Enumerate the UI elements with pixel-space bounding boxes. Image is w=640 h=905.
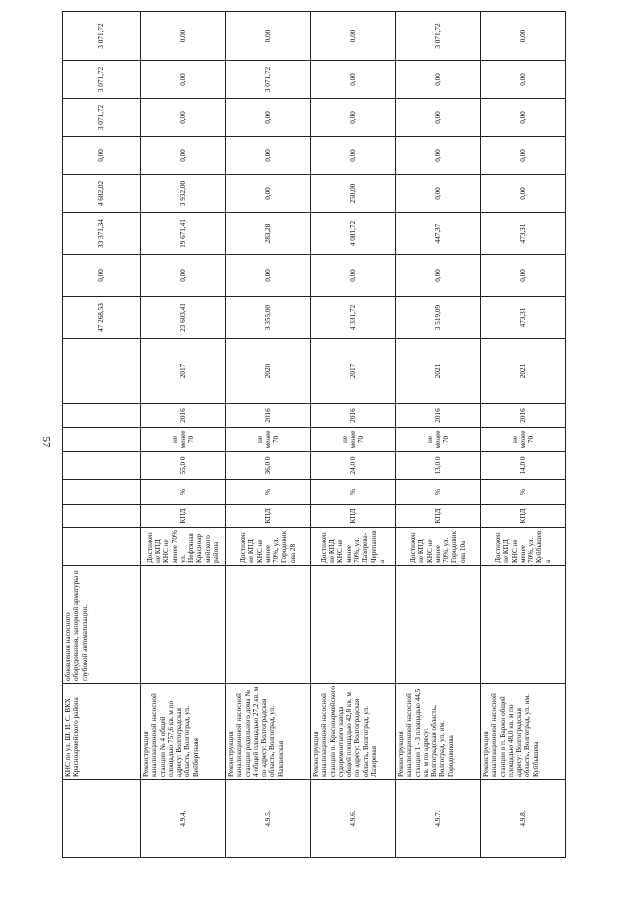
value-col-5	[481, 99, 566, 137]
object-name	[396, 684, 481, 780]
value-col-1	[141, 255, 226, 297]
value-col-2	[311, 213, 396, 255]
row-number-text: 4.9.8.	[518, 810, 527, 827]
table-row	[311, 12, 396, 858]
indicator-name-text: КПД	[178, 508, 187, 524]
value-col-7-text: 3 071,72	[97, 23, 106, 49]
start-year	[141, 404, 226, 428]
value-col-6	[63, 61, 141, 99]
start-year-text: 2016	[263, 408, 272, 423]
value-col-5-text: 0,00	[348, 111, 357, 124]
value-col-5	[311, 99, 396, 137]
value-col-5	[396, 99, 481, 137]
row-number	[141, 780, 226, 858]
value-col-4-text: 0,00	[518, 149, 527, 162]
value-col-4-text: 0,00	[97, 149, 106, 162]
value-col-1-text: 0,00	[97, 269, 106, 282]
row-number-text: 4.9.4.	[178, 810, 187, 827]
measure-description	[141, 566, 226, 684]
unit	[481, 480, 566, 505]
current-value	[63, 452, 141, 480]
unit-text: %	[433, 489, 442, 495]
value-col-3-text: 0,00	[263, 187, 272, 200]
measure-description	[481, 566, 566, 684]
row-number	[311, 780, 396, 858]
object-name	[311, 684, 396, 780]
value-col-5	[141, 99, 226, 137]
value-col-1-text: 0,00	[178, 269, 187, 282]
value-col-4	[226, 137, 311, 175]
row-number	[396, 780, 481, 858]
object-name	[63, 684, 141, 780]
value-col-1	[481, 255, 566, 297]
measure-description	[63, 566, 141, 684]
value-col-3-text: 0,00	[518, 187, 527, 200]
value-col-5	[63, 99, 141, 137]
start-year	[481, 404, 566, 428]
value-col-3	[141, 175, 226, 213]
indicator-name	[481, 505, 566, 528]
value-col-6	[141, 61, 226, 99]
value-col-7-text: 0,00	[263, 29, 272, 43]
table-row	[396, 12, 481, 858]
current-value	[226, 452, 311, 480]
value-col-3	[63, 175, 141, 213]
value-col-1	[226, 255, 311, 297]
unit-text: %	[178, 489, 187, 495]
current-value-text: 24,0 0	[348, 456, 357, 475]
target-value	[226, 428, 311, 452]
goal-text	[141, 528, 226, 566]
total-cost	[141, 297, 226, 339]
value-col-5-text: 0,00	[518, 111, 527, 124]
value-col-3-text: 3 932,00	[178, 180, 187, 207]
target-value	[63, 428, 141, 452]
end-year	[63, 339, 141, 404]
indicator-name	[141, 505, 226, 528]
end-year	[311, 339, 396, 404]
value-col-7-text: 0,00	[348, 29, 357, 43]
total-cost-text: 4 331,72	[348, 304, 357, 331]
target-value-text: не менее 70	[170, 430, 196, 449]
row-number-text: 4.9.5.	[263, 810, 272, 827]
end-year	[141, 339, 226, 404]
unit	[311, 480, 396, 505]
indicator-name-text: КПД	[433, 508, 442, 524]
value-col-5-text: 3 071,72	[97, 104, 106, 131]
current-value	[141, 452, 226, 480]
value-col-5-text: 0,00	[433, 111, 442, 124]
value-col-4-text: 0,00	[433, 149, 442, 162]
indicator-name-text: КПД	[348, 508, 357, 524]
object-name-text: Реконструкция канализационной насосной станции в п. Баржи общей площадью 48,0 кв. м по адресу: Волгоградская область, Волгоград, ул. им. Куйбышева	[482, 693, 540, 777]
value-col-4	[141, 137, 226, 175]
value-col-2	[481, 213, 566, 255]
value-col-6-text: 0,00	[433, 73, 442, 86]
target-value-text: не менее 70	[340, 430, 366, 449]
total-cost	[63, 297, 141, 339]
value-col-7-text: 3 071,72	[433, 23, 442, 49]
unit	[141, 480, 226, 505]
value-col-7	[141, 12, 226, 61]
value-col-4	[396, 137, 481, 175]
object-name-text: Реконструкция канализационной насосной станции п. Красноармейского судоремонтного завода общей площадью 42,8 кв. м по адресу: Волгоградская область, Волгоград, ул. Лазоревая	[312, 686, 379, 777]
target-value-text: не менее 70	[425, 430, 451, 449]
start-year-text: 2016	[433, 408, 442, 423]
end-year-text: 2017	[348, 363, 357, 379]
indicator-name-text: КПД	[263, 508, 272, 524]
goal-text-text: Достижение КПД КНС не менее 70%, ул. Лазорева-Черепанова	[319, 530, 386, 563]
goal-text-text: Достижение КПД КНС не менее 70%, ул. Куйбышева	[493, 530, 552, 563]
goal-text	[311, 528, 396, 566]
total-cost	[311, 297, 396, 339]
goal-text	[396, 528, 481, 566]
value-col-2	[226, 213, 311, 255]
target-value-text: не менее 70	[510, 430, 536, 449]
value-col-1-text: 0,00	[433, 269, 442, 282]
value-col-1	[311, 255, 396, 297]
value-col-6	[481, 61, 566, 99]
end-year-text: 2021	[433, 363, 442, 379]
table-row	[481, 12, 566, 858]
current-value	[481, 452, 566, 480]
start-year-text: 2016	[348, 408, 357, 423]
value-col-3-text: 0,00	[433, 187, 442, 200]
value-col-6-text: 3 071,72	[97, 66, 106, 93]
unit	[226, 480, 311, 505]
investment-program-table	[62, 11, 566, 858]
row-number	[63, 780, 141, 858]
goal-text-text: Достижение КПД КНС не менее 70% ул. Нефтяная Красноармейского района	[145, 530, 221, 563]
value-col-3	[396, 175, 481, 213]
total-cost-text: 3 519,09	[433, 304, 442, 331]
value-col-7-text: 0,00	[178, 29, 187, 43]
target-value-text: не менее 70	[255, 430, 281, 449]
current-value	[396, 452, 481, 480]
object-name	[481, 684, 566, 780]
value-col-6-text: 0,00	[178, 73, 187, 86]
value-col-6	[226, 61, 311, 99]
value-col-4	[311, 137, 396, 175]
start-year-text: 2016	[518, 408, 527, 423]
total-cost	[226, 297, 311, 339]
end-year-text: 2017	[178, 363, 187, 379]
object-name-text: Реконструкция канализационной насосной станции 1 - 3 площадью 44,5 кв. м по адресу: Волгоградская область, Волгоград, ул. им. Городовикова	[397, 688, 455, 777]
end-year-text: 2020	[263, 363, 272, 379]
value-col-1	[63, 255, 141, 297]
object-name	[226, 684, 311, 780]
unit-text: %	[263, 489, 272, 495]
value-col-3	[311, 175, 396, 213]
unit	[396, 480, 481, 505]
value-col-4	[481, 137, 566, 175]
total-cost-text: 473,31	[518, 307, 527, 328]
goal-text-text: Достижение КПД КНС не менее 70%, ул. Городовикова 10а	[408, 530, 467, 563]
table-row	[141, 12, 226, 858]
object-name-text: Реконструкция канализационной насосной станции родильного дома № 4 общей площадью 27,2 кв. м по адресу: Волгоградская область, Волгоград, ул. Навлинская	[227, 686, 285, 777]
current-value-text: 13,0 0	[433, 456, 442, 475]
value-col-2-text: 19 671,41	[178, 219, 187, 248]
value-col-5	[226, 99, 311, 137]
target-value	[141, 428, 226, 452]
value-col-2-text: 473,31	[518, 223, 527, 244]
current-value-text: 14,0 0	[518, 456, 527, 475]
target-value	[396, 428, 481, 452]
value-col-1-text: 0,00	[263, 269, 272, 282]
indicator-name-text: КПД	[518, 508, 527, 524]
value-col-6	[311, 61, 396, 99]
value-col-7	[481, 12, 566, 61]
value-col-2-text: 33 371,34	[97, 219, 106, 248]
table-row	[63, 12, 141, 858]
value-col-7	[311, 12, 396, 61]
row-number-text: 4.9.7.	[433, 810, 442, 827]
value-col-6-text: 0,00	[518, 73, 527, 86]
row-number	[226, 780, 311, 858]
end-year	[481, 339, 566, 404]
goal-text	[481, 528, 566, 566]
end-year	[226, 339, 311, 404]
start-year	[63, 404, 141, 428]
measure-description	[226, 566, 311, 684]
start-year	[311, 404, 396, 428]
current-value-text: 36,0 0	[263, 456, 272, 475]
table-row	[226, 12, 311, 858]
value-col-4-text: 0,00	[263, 149, 272, 162]
object-name	[141, 684, 226, 780]
value-col-3	[226, 175, 311, 213]
page-number: 57	[40, 436, 52, 448]
indicator-name	[311, 505, 396, 528]
value-col-6	[396, 61, 481, 99]
end-year-text: 2021	[518, 363, 527, 379]
measure-description	[311, 566, 396, 684]
value-col-7	[226, 12, 311, 61]
unit-text: %	[348, 489, 357, 495]
rotated-table-wrapper	[62, 23, 565, 858]
value-col-2	[63, 213, 141, 255]
row-number-text: 4.9.6.	[348, 810, 357, 827]
current-value	[311, 452, 396, 480]
total-cost-text: 23 603,41	[178, 303, 187, 332]
value-col-6-text: 0,00	[348, 73, 357, 86]
value-col-3	[481, 175, 566, 213]
value-col-6-text: 3 071,72	[263, 66, 272, 93]
value-col-7	[396, 12, 481, 61]
total-cost-text: 3 355,00	[263, 304, 272, 331]
value-col-1	[396, 255, 481, 297]
measure-description-text: обновления насосного оборудования, запорной арматуры и глубокой автоматизации.	[64, 570, 89, 681]
value-col-2	[141, 213, 226, 255]
value-col-1-text: 0,00	[348, 269, 357, 282]
total-cost	[396, 297, 481, 339]
object-name-text: Реконструкция канализационной насосной станции № 4 общей площадью 757,6 кв. м по адресу: Волгоградская область, Волгоград, ул. Вейбертнаяя	[142, 693, 200, 777]
value-col-3-text: 250,00	[348, 183, 357, 204]
value-col-2-text: 447,37	[433, 223, 442, 244]
end-year	[396, 339, 481, 404]
indicator-name	[396, 505, 481, 528]
value-col-1-text: 0,00	[518, 269, 527, 282]
total-cost-text: 47 268,53	[97, 303, 106, 332]
indicator-name	[63, 505, 141, 528]
value-col-2	[396, 213, 481, 255]
value-col-7-text: 0,00	[518, 29, 527, 43]
unit-text: %	[518, 489, 527, 495]
value-col-3-text: 4 682,02	[97, 180, 106, 207]
total-cost	[481, 297, 566, 339]
value-col-4-text: 0,00	[178, 149, 187, 162]
current-value-text: 55,0 0	[178, 456, 187, 475]
measure-description	[396, 566, 481, 684]
value-col-4	[63, 137, 141, 175]
value-col-7	[63, 12, 141, 61]
value-col-5-text: 0,00	[178, 111, 187, 124]
value-col-2-text: 4 081,72	[348, 220, 357, 247]
object-name-text: КНС по ул. Ш. И. С. ВКХ Красноармейского района	[64, 697, 81, 777]
value-col-5-text: 0,00	[263, 111, 272, 124]
unit	[63, 480, 141, 505]
value-col-2-text: 283,28	[263, 223, 272, 244]
indicator-name	[226, 505, 311, 528]
target-value	[311, 428, 396, 452]
start-year	[396, 404, 481, 428]
start-year	[226, 404, 311, 428]
goal-text	[63, 528, 141, 566]
start-year-text: 2016	[178, 408, 187, 423]
target-value	[481, 428, 566, 452]
row-number	[481, 780, 566, 858]
goal-text-text: Достижение КПД КНС не менее 70%, ул. Городовикова 28	[238, 530, 297, 563]
goal-text	[226, 528, 311, 566]
value-col-4-text: 0,00	[348, 149, 357, 162]
